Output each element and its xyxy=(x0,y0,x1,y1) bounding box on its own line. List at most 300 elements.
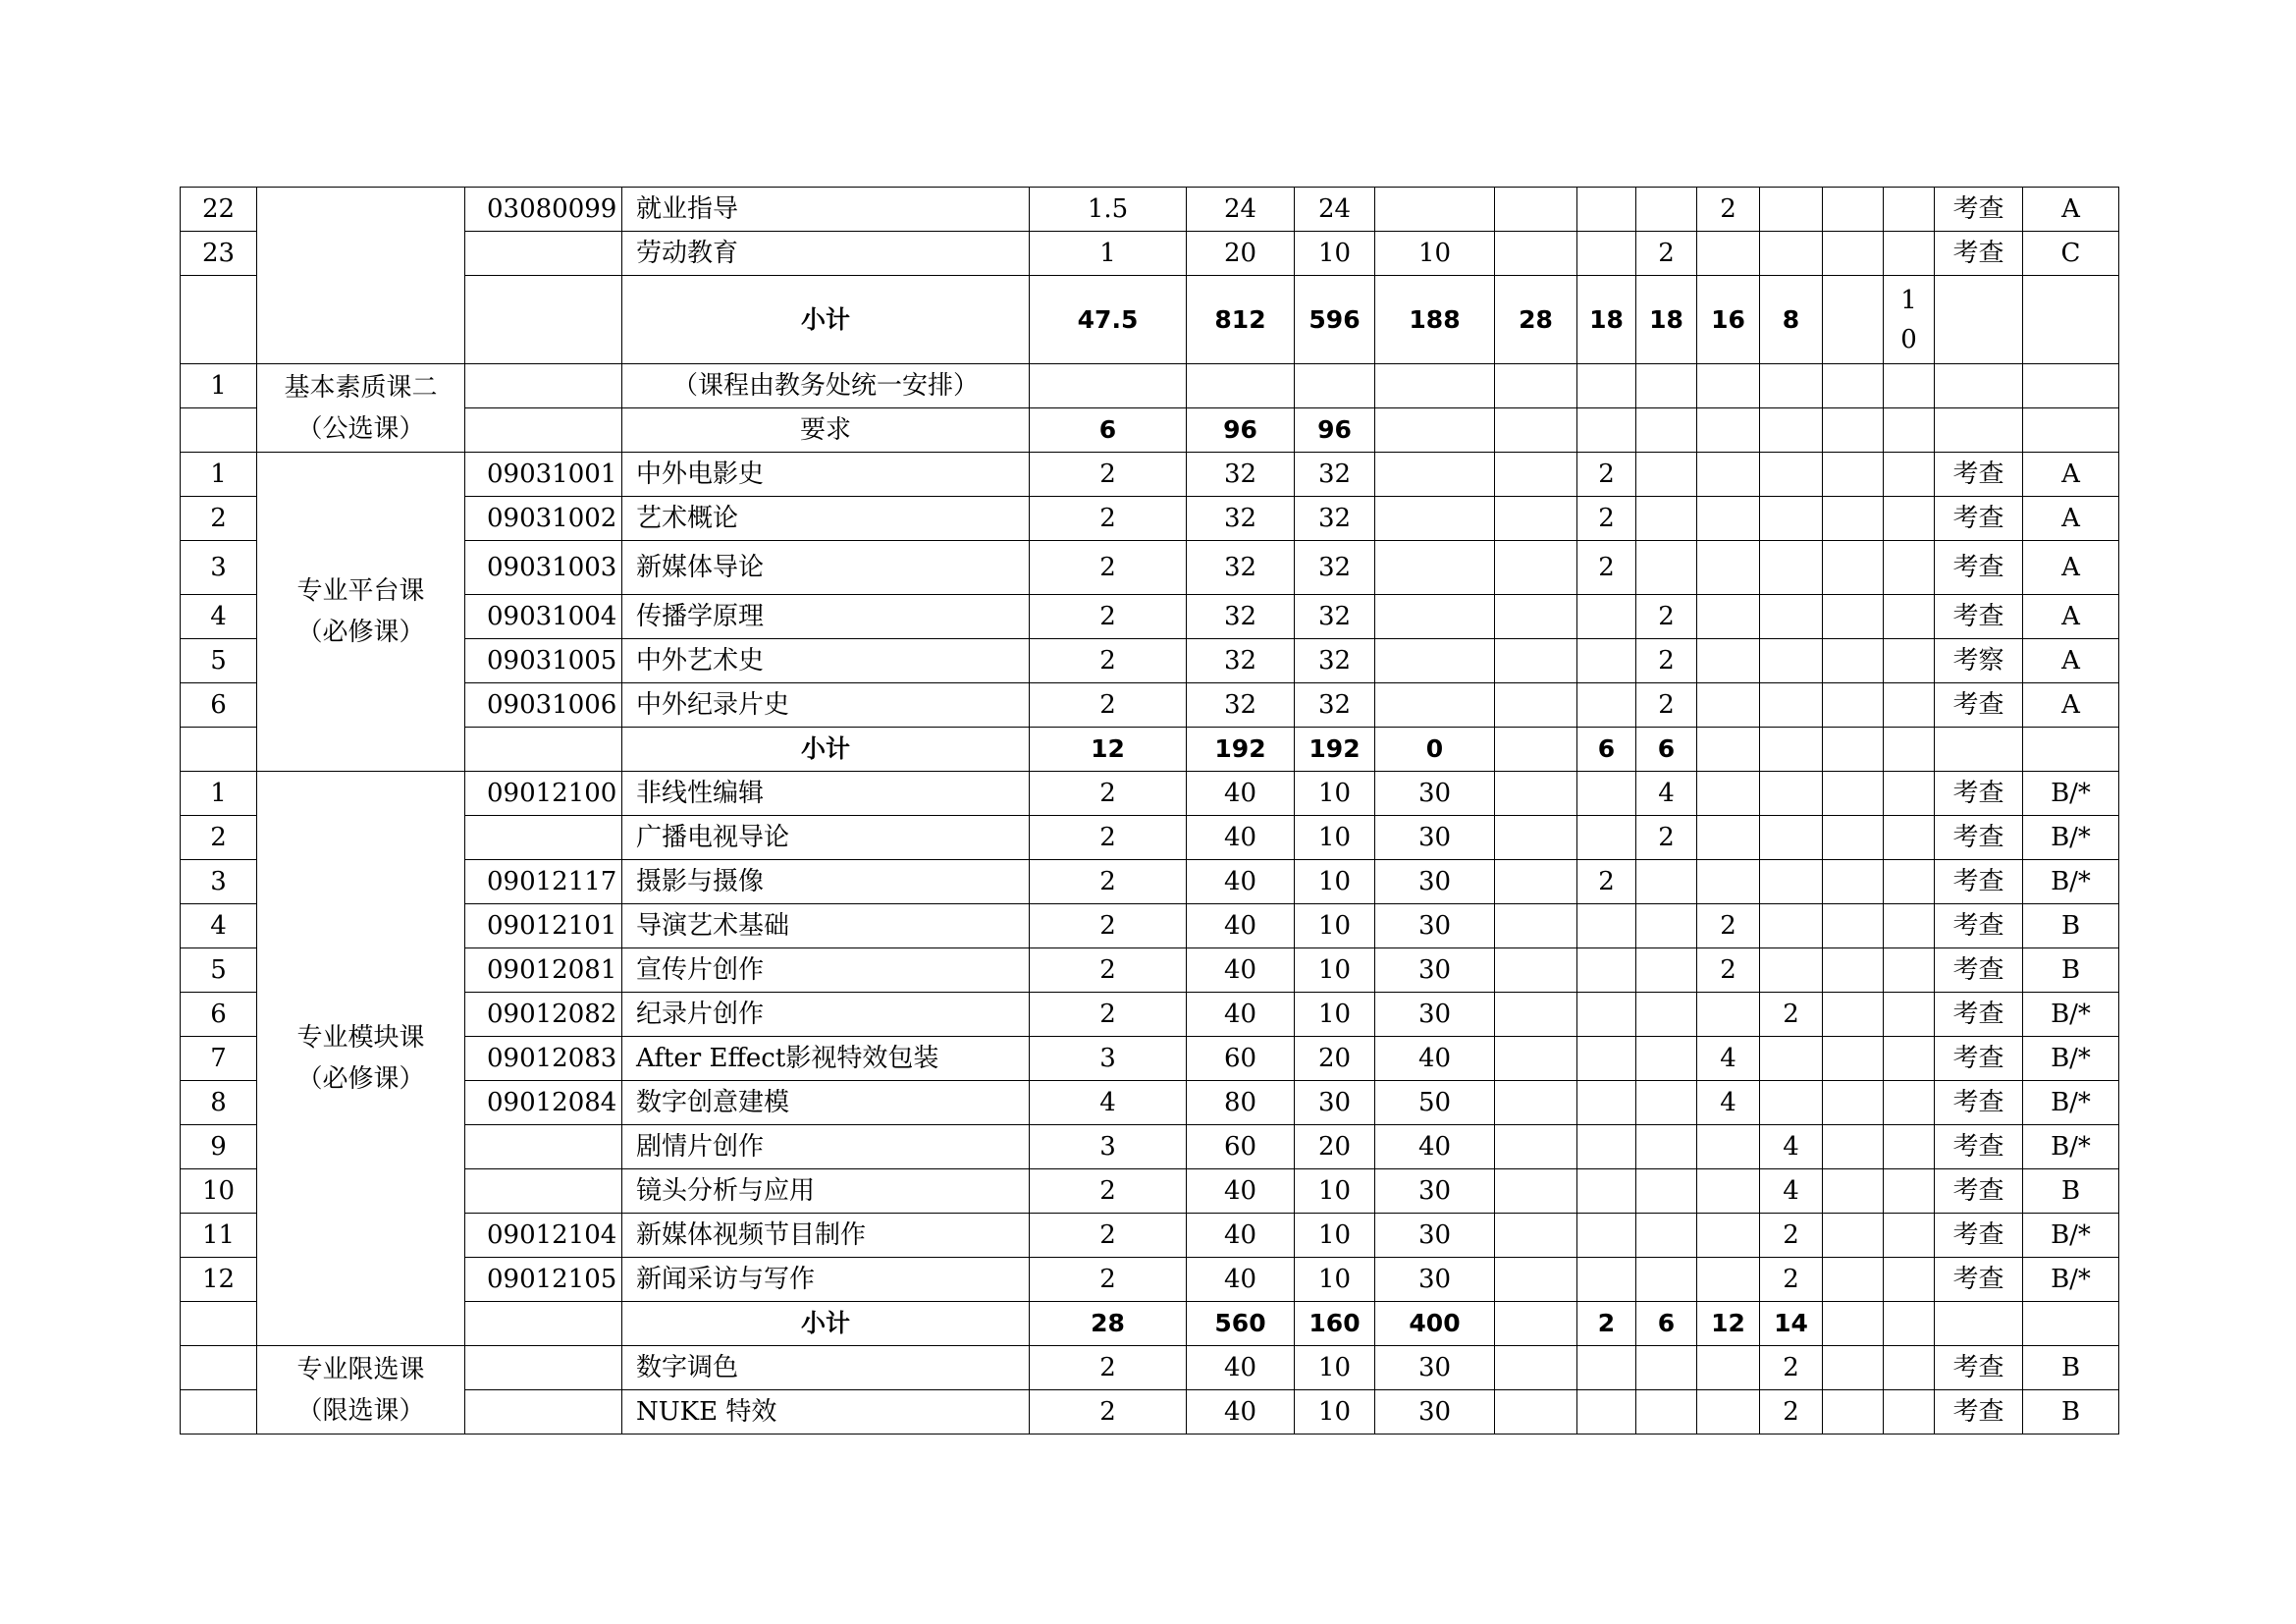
cell-sem1 xyxy=(1495,683,1577,728)
cell-course-type: B/* xyxy=(2023,772,2119,816)
cell-sem1 xyxy=(1495,639,1577,683)
cell-sem7 xyxy=(1884,993,1935,1037)
cell-sem7 xyxy=(1884,683,1935,728)
cell-total-hours: 40 xyxy=(1187,1346,1295,1390)
cell-sem6 xyxy=(1823,1346,1884,1390)
cell-sem4 xyxy=(1697,541,1760,595)
cell-exam-method: 考察 xyxy=(1935,639,2023,683)
cell-no: 6 xyxy=(181,683,257,728)
cell-theory-hours: 32 xyxy=(1295,639,1375,683)
cell-practice-hours xyxy=(1375,364,1495,408)
cell-theory-hours: 10 xyxy=(1295,1346,1375,1390)
cell-practice-hours: 30 xyxy=(1375,772,1495,816)
cell-sem7 xyxy=(1884,860,1935,904)
cell-sem3 xyxy=(1636,364,1697,408)
cell-sem5 xyxy=(1760,904,1823,948)
cell-total-hours: 192 xyxy=(1187,728,1295,772)
cell-sem3: 6 xyxy=(1636,1302,1697,1346)
cell-sem7 xyxy=(1884,728,1935,772)
cell-sem4: 2 xyxy=(1697,188,1760,232)
cell-credit: 4 xyxy=(1030,1081,1187,1125)
cell-sem1 xyxy=(1495,1214,1577,1258)
cell-sem6 xyxy=(1823,408,1884,453)
cell-credit: 28 xyxy=(1030,1302,1187,1346)
cell-sem6 xyxy=(1823,453,1884,497)
cell-practice-hours: 188 xyxy=(1375,276,1495,364)
cell-course-name: 新媒体导论 xyxy=(622,541,1030,595)
cell-practice-hours: 400 xyxy=(1375,1302,1495,1346)
cell-no xyxy=(181,1302,257,1346)
cell-sem7 xyxy=(1884,904,1935,948)
cell-sem1 xyxy=(1495,364,1577,408)
cell-sem7 xyxy=(1884,364,1935,408)
cell-course-type: A xyxy=(2023,497,2119,541)
cell-total-hours: 96 xyxy=(1187,408,1295,453)
cell-sem2 xyxy=(1577,639,1636,683)
cell-practice-hours: 30 xyxy=(1375,860,1495,904)
cell-theory-hours: 10 xyxy=(1295,948,1375,993)
cell-sem4 xyxy=(1697,497,1760,541)
cell-sem5 xyxy=(1760,816,1823,860)
cell-code xyxy=(465,276,622,364)
cell-sem6 xyxy=(1823,188,1884,232)
cell-no: 6 xyxy=(181,993,257,1037)
cell-credit: 2 xyxy=(1030,1346,1187,1390)
cell-sem3 xyxy=(1636,1169,1697,1214)
cell-theory-hours: 10 xyxy=(1295,232,1375,276)
cell-total-hours: 40 xyxy=(1187,772,1295,816)
table-row xyxy=(181,1258,2119,1302)
cell-theory-hours: 10 xyxy=(1295,1169,1375,1214)
cell-total-hours: 60 xyxy=(1187,1125,1295,1169)
cell-course-type: A xyxy=(2023,639,2119,683)
cell-practice-hours: 30 xyxy=(1375,1214,1495,1258)
cell-code: 09031005 xyxy=(465,639,622,683)
table-row xyxy=(181,1390,2119,1435)
cell-total-hours: 560 xyxy=(1187,1302,1295,1346)
cell-sem5 xyxy=(1760,408,1823,453)
cell-sem4 xyxy=(1697,860,1760,904)
category-quality-course-2 xyxy=(257,364,465,453)
cell-sem5: 2 xyxy=(1760,1214,1823,1258)
cell-practice-hours: 30 xyxy=(1375,1258,1495,1302)
cell-theory-hours: 32 xyxy=(1295,541,1375,595)
cell-sem2: 2 xyxy=(1577,1302,1636,1346)
cell-course-name: 中外电影史 xyxy=(622,453,1030,497)
cell-sem3: 2 xyxy=(1636,816,1697,860)
cell-code: 09031002 xyxy=(465,497,622,541)
cell-sem3: 4 xyxy=(1636,772,1697,816)
cell-course-type: B/* xyxy=(2023,1081,2119,1125)
cell-credit: 2 xyxy=(1030,541,1187,595)
cell-course-name: 导演艺术基础 xyxy=(622,904,1030,948)
cell-sem2: 6 xyxy=(1577,728,1636,772)
cell-sem2 xyxy=(1577,904,1636,948)
cell-code: 09012084 xyxy=(465,1081,622,1125)
cell-theory-hours: 32 xyxy=(1295,683,1375,728)
cell-exam-method: 考查 xyxy=(1935,1258,2023,1302)
cell-sem1 xyxy=(1495,1346,1577,1390)
cell-sem2: 2 xyxy=(1577,497,1636,541)
cell-course-name: 新媒体视频节目制作 xyxy=(622,1214,1030,1258)
cell-exam-method: 考查 xyxy=(1935,1169,2023,1214)
cell-exam-method: 考查 xyxy=(1935,188,2023,232)
cell-exam-method xyxy=(1935,364,2023,408)
cell-no: 8 xyxy=(181,1081,257,1125)
cell-sem4: 2 xyxy=(1697,948,1760,993)
cell-credit: 2 xyxy=(1030,639,1187,683)
cell-sem3 xyxy=(1636,1346,1697,1390)
cell-practice-hours: 0 xyxy=(1375,728,1495,772)
cell-course-type xyxy=(2023,364,2119,408)
cell-course-type: A xyxy=(2023,683,2119,728)
cell-credit: 1 xyxy=(1030,232,1187,276)
cell-sem3: 18 xyxy=(1636,276,1697,364)
cell-sem4 xyxy=(1697,408,1760,453)
cell-course-type: B xyxy=(2023,1346,2119,1390)
cell-course-name: 新闻采访与写作 xyxy=(622,1258,1030,1302)
cell-practice-hours: 30 xyxy=(1375,816,1495,860)
cell-course-name: After Effect影视特效包装 xyxy=(622,1037,1030,1081)
cell-credit: 2 xyxy=(1030,1258,1187,1302)
cell-sem1 xyxy=(1495,1302,1577,1346)
cell-course-type xyxy=(2023,408,2119,453)
cell-sem7 xyxy=(1884,188,1935,232)
cell-sem6 xyxy=(1823,639,1884,683)
cell-sem4: 2 xyxy=(1697,904,1760,948)
cell-course-name: 劳动教育 xyxy=(622,232,1030,276)
cell-total-hours: 32 xyxy=(1187,541,1295,595)
subtotal-row xyxy=(181,1302,2119,1346)
cell-no: 1 xyxy=(181,453,257,497)
cell-sem5: 8 xyxy=(1760,276,1823,364)
cell-sem4 xyxy=(1697,816,1760,860)
cell-sem6 xyxy=(1823,1081,1884,1125)
cell-sem1 xyxy=(1495,541,1577,595)
table-row xyxy=(181,1037,2119,1081)
cell-theory-hours: 192 xyxy=(1295,728,1375,772)
cell-sem5: 4 xyxy=(1760,1125,1823,1169)
cell-sem2 xyxy=(1577,595,1636,639)
cell-no xyxy=(181,408,257,453)
cell-exam-method: 考查 xyxy=(1935,1037,2023,1081)
cell-sem6 xyxy=(1823,497,1884,541)
cell-total-hours: 20 xyxy=(1187,232,1295,276)
cell-sem2 xyxy=(1577,1346,1636,1390)
cell-sem1: 28 xyxy=(1495,276,1577,364)
cell-sem3 xyxy=(1636,1125,1697,1169)
cell-practice-hours xyxy=(1375,541,1495,595)
cell-sem1 xyxy=(1495,408,1577,453)
cell-sem3 xyxy=(1636,948,1697,993)
requirement-row xyxy=(181,408,2119,453)
table-row xyxy=(181,595,2119,639)
table-row xyxy=(181,1169,2119,1214)
cell-course-type: B xyxy=(2023,1390,2119,1435)
cell-sem7 xyxy=(1884,276,1935,364)
cell-practice-hours: 30 xyxy=(1375,948,1495,993)
cell-sem7 xyxy=(1884,595,1935,639)
cell-sem3: 6 xyxy=(1636,728,1697,772)
cell-code xyxy=(465,1302,622,1346)
cell-sem7 xyxy=(1884,408,1935,453)
cell-credit: 2 xyxy=(1030,948,1187,993)
cell-sem5 xyxy=(1760,683,1823,728)
cell-sem7 xyxy=(1884,1346,1935,1390)
cell-course-type: B xyxy=(2023,948,2119,993)
cell-no xyxy=(181,276,257,364)
cell-sem4 xyxy=(1697,1125,1760,1169)
cell-sem2 xyxy=(1577,232,1636,276)
cell-sem6 xyxy=(1823,1037,1884,1081)
cell-course-name: 中外艺术史 xyxy=(622,639,1030,683)
cell-credit: 2 xyxy=(1030,1390,1187,1435)
cell-sem7 xyxy=(1884,772,1935,816)
cell-sem2 xyxy=(1577,1214,1636,1258)
category-title: 专业模块课 xyxy=(296,1023,425,1053)
cell-exam-method: 考查 xyxy=(1935,1081,2023,1125)
cell-sem5 xyxy=(1760,639,1823,683)
cell-exam-method: 考查 xyxy=(1935,683,2023,728)
table-row xyxy=(181,639,2119,683)
cell-code: 03080099 xyxy=(465,188,622,232)
cell-sem3 xyxy=(1636,904,1697,948)
cell-sem2 xyxy=(1577,1169,1636,1214)
cell-sem4 xyxy=(1697,1390,1760,1435)
cell-sem2 xyxy=(1577,188,1636,232)
cell-practice-hours xyxy=(1375,188,1495,232)
cell-sem4 xyxy=(1697,1169,1760,1214)
cell-no: 3 xyxy=(181,860,257,904)
cell-sem7 xyxy=(1884,1037,1935,1081)
cell-sem1 xyxy=(1495,1125,1577,1169)
cell-sem6 xyxy=(1823,1302,1884,1346)
cell-code: 09012117 xyxy=(465,860,622,904)
cell-practice-hours xyxy=(1375,639,1495,683)
subtotal-label: 小计 xyxy=(622,276,1030,364)
cell-sem4 xyxy=(1697,993,1760,1037)
cell-total-hours: 32 xyxy=(1187,497,1295,541)
category-subtitle: （公选课） xyxy=(296,413,425,444)
cell-no: 3 xyxy=(181,541,257,595)
cell-sem3 xyxy=(1636,453,1697,497)
cell-total-hours: 24 xyxy=(1187,188,1295,232)
cell-course-type xyxy=(2023,728,2119,772)
cell-sem2: 2 xyxy=(1577,541,1636,595)
cell-sem3 xyxy=(1636,408,1697,453)
cell-sem4 xyxy=(1697,683,1760,728)
category-professional-platform xyxy=(257,453,465,772)
cell-exam-method: 考查 xyxy=(1935,1390,2023,1435)
cell-sem6 xyxy=(1823,683,1884,728)
cell-practice-hours: 30 xyxy=(1375,993,1495,1037)
cell-total-hours: 40 xyxy=(1187,1258,1295,1302)
cell-total-hours: 32 xyxy=(1187,595,1295,639)
cell-practice-hours: 30 xyxy=(1375,1346,1495,1390)
cell-practice-hours xyxy=(1375,453,1495,497)
cell-practice-hours xyxy=(1375,408,1495,453)
cell-sem6 xyxy=(1823,860,1884,904)
cell-course-type: A xyxy=(2023,188,2119,232)
cell-total-hours: 40 xyxy=(1187,1214,1295,1258)
cell-course-name: 镜头分析与应用 xyxy=(622,1169,1030,1214)
cell-sem1 xyxy=(1495,993,1577,1037)
category-title: 专业限选课 xyxy=(296,1354,425,1384)
cell-sem3 xyxy=(1636,993,1697,1037)
cell-total-hours: 40 xyxy=(1187,816,1295,860)
cell-sem4 xyxy=(1697,728,1760,772)
cell-course-type: A xyxy=(2023,541,2119,595)
cell-sem4 xyxy=(1697,772,1760,816)
cell-sem4 xyxy=(1697,1258,1760,1302)
table-row xyxy=(181,1346,2119,1390)
cell-sem7 xyxy=(1884,639,1935,683)
cell-credit: 2 xyxy=(1030,993,1187,1037)
cell-exam-method: 考查 xyxy=(1935,497,2023,541)
cell-theory-hours: 10 xyxy=(1295,993,1375,1037)
cell-sem6 xyxy=(1823,1390,1884,1435)
cell-credit: 2 xyxy=(1030,683,1187,728)
cell-sem1 xyxy=(1495,1081,1577,1125)
cell-sem3 xyxy=(1636,1081,1697,1125)
cell-code: 09012101 xyxy=(465,904,622,948)
cell-sem3: 2 xyxy=(1636,595,1697,639)
cell-sem1 xyxy=(1495,904,1577,948)
cell-course-type: A xyxy=(2023,453,2119,497)
cell-code xyxy=(465,232,622,276)
cell-code: 09012083 xyxy=(465,1037,622,1081)
cell-sem7 xyxy=(1884,1169,1935,1214)
cell-sem6 xyxy=(1823,595,1884,639)
subtotal-row xyxy=(181,276,2119,364)
cell-sem7 xyxy=(1884,497,1935,541)
cell-code: 09012082 xyxy=(465,993,622,1037)
cell-sem5 xyxy=(1760,1081,1823,1125)
table-row xyxy=(181,188,2119,232)
cell-sem6 xyxy=(1823,816,1884,860)
cell-theory-hours: 10 xyxy=(1295,772,1375,816)
cell-sem7 xyxy=(1884,948,1935,993)
table-row xyxy=(181,772,2119,816)
cell-sem6 xyxy=(1823,1258,1884,1302)
cell-code: 09012105 xyxy=(465,1258,622,1302)
sem7-digit-2: 0 xyxy=(1900,324,1917,354)
cell-sem1 xyxy=(1495,232,1577,276)
cell-no: 12 xyxy=(181,1258,257,1302)
cell-sem2 xyxy=(1577,772,1636,816)
cell-no: 9 xyxy=(181,1125,257,1169)
cell-theory-hours: 10 xyxy=(1295,1390,1375,1435)
cell-sem2 xyxy=(1577,948,1636,993)
cell-course-name: 纪录片创作 xyxy=(622,993,1030,1037)
cell-theory-hours: 32 xyxy=(1295,595,1375,639)
cell-sem2 xyxy=(1577,683,1636,728)
cell-code xyxy=(465,728,622,772)
cell-sem5 xyxy=(1760,860,1823,904)
cell-exam-method: 考查 xyxy=(1935,993,2023,1037)
cell-total-hours: 60 xyxy=(1187,1037,1295,1081)
cell-code xyxy=(465,816,622,860)
cell-sem7 xyxy=(1884,1081,1935,1125)
cell-sem1 xyxy=(1495,188,1577,232)
cell-course-name: NUKE 特效 xyxy=(622,1390,1030,1435)
cell-code: 09012100 xyxy=(465,772,622,816)
cell-exam-method: 考查 xyxy=(1935,1125,2023,1169)
cell-credit: 6 xyxy=(1030,408,1187,453)
cell-exam-method: 考查 xyxy=(1935,541,2023,595)
cell-sem6 xyxy=(1823,541,1884,595)
table-row xyxy=(181,232,2119,276)
cell-sem6 xyxy=(1823,364,1884,408)
cell-practice-hours: 50 xyxy=(1375,1081,1495,1125)
cell-no xyxy=(181,728,257,772)
cell-theory-hours: 10 xyxy=(1295,1214,1375,1258)
cell-sem5 xyxy=(1760,772,1823,816)
cell-credit: 3 xyxy=(1030,1125,1187,1169)
cell-sem2 xyxy=(1577,816,1636,860)
cell-course-type: B/* xyxy=(2023,860,2119,904)
cell-credit: 1.5 xyxy=(1030,188,1187,232)
table-row xyxy=(181,993,2119,1037)
cell-no: 5 xyxy=(181,948,257,993)
cell-sem7 xyxy=(1884,453,1935,497)
cell-course-type: B xyxy=(2023,1169,2119,1214)
cell-sem3 xyxy=(1636,188,1697,232)
subtotal-label: 小计 xyxy=(622,1302,1030,1346)
cell-course-type xyxy=(2023,1302,2119,1346)
cell-sem3 xyxy=(1636,860,1697,904)
cell-sem4 xyxy=(1697,639,1760,683)
requirement-label: 要求 xyxy=(622,408,1030,453)
cell-practice-hours: 40 xyxy=(1375,1037,1495,1081)
cell-sem3 xyxy=(1636,1214,1697,1258)
cell-total-hours: 80 xyxy=(1187,1081,1295,1125)
cell-exam-method: 考查 xyxy=(1935,860,2023,904)
cell-exam-method: 考查 xyxy=(1935,904,2023,948)
cell-code: 09012081 xyxy=(465,948,622,993)
category-professional-module xyxy=(257,772,465,1346)
cell-sem3 xyxy=(1636,541,1697,595)
category-subtitle: （必修课） xyxy=(296,1064,425,1094)
table-row xyxy=(181,497,2119,541)
cell-credit: 2 xyxy=(1030,1169,1187,1214)
cell-no: 1 xyxy=(181,772,257,816)
cell-course-name: 广播电视导论 xyxy=(622,816,1030,860)
cell-exam-method xyxy=(1935,408,2023,453)
category-title: 基本素质课二 xyxy=(284,372,438,403)
cell-course-name: 数字创意建模 xyxy=(622,1081,1030,1125)
cell-sem4 xyxy=(1697,453,1760,497)
cell-sem7 xyxy=(1884,1125,1935,1169)
cell-total-hours: 40 xyxy=(1187,1390,1295,1435)
cell-course-type: B/* xyxy=(2023,1214,2119,1258)
cell-sem2 xyxy=(1577,408,1636,453)
cell-total-hours: 32 xyxy=(1187,453,1295,497)
cell-course-name: 中外纪录片史 xyxy=(622,683,1030,728)
table-row xyxy=(181,541,2119,595)
cell-sem1 xyxy=(1495,728,1577,772)
cell-code xyxy=(465,1346,622,1390)
cell-sem6 xyxy=(1823,728,1884,772)
cell-sem1 xyxy=(1495,772,1577,816)
course-schedule-table xyxy=(180,187,2119,1435)
table-row xyxy=(181,948,2119,993)
cell-course-name: 摄影与摄像 xyxy=(622,860,1030,904)
cell-course-type: C xyxy=(2023,232,2119,276)
table-row xyxy=(181,1125,2119,1169)
subtotal-row xyxy=(181,728,2119,772)
cell-theory-hours: 10 xyxy=(1295,904,1375,948)
